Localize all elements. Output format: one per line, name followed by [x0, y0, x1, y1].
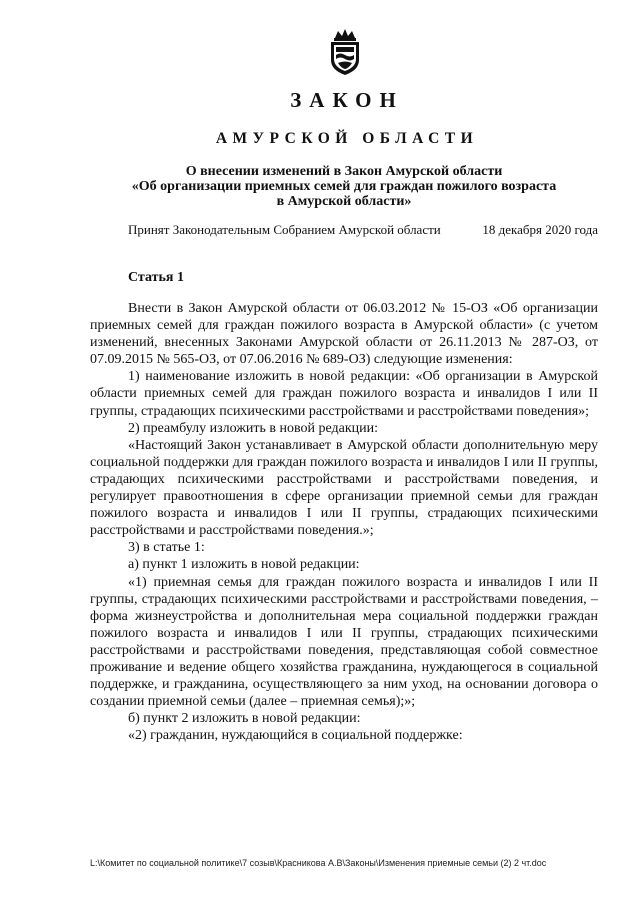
adoption-line — [128, 222, 598, 238]
paragraph: Внести в Закон Амурской области от 06.03.2012 № 15-ОЗ «Об организации приемных семей для граждан пожилого возраста в Амурской области» (с учетом изменений, внесенных Законами Амурской области от 26.11.2013 № 287-ОЗ, от 07.09.2015 № 565-ОЗ, от 07.06.2016 № 689-ОЗ) следующие изменения: — [90, 301, 598, 368]
paragraph: 1) наименование изложить в новой редакции: «Об организации в Амурской области приемных семей для граждан пожилого возраста и инвалидов I или II группы, страдающих психическими расстройствами и расстройствами поведения»; — [90, 369, 598, 419]
subject-line: О внесении изменений в Закон Амурской области — [185, 164, 503, 179]
adopted-date: 18 декабря 2020 года — [482, 222, 598, 237]
article-heading: Статья 1 — [128, 270, 184, 285]
region-title: АМУРСКОЙ ОБЛАСТИ — [215, 130, 479, 147]
footer-file-path: L:\Комитет по социальной политике\7 созыв\Красникова А.В\Законы\Изменения приемные семьи (2) 2 чт.doc — [90, 858, 547, 868]
paragraph: «2) гражданин, нуждающийся в социальной поддержке: — [128, 728, 463, 744]
paragraph: «1) приемная семья для граждан пожилого возраста и инвалидов I или II группы, страдающих психическими расстройствами и расстройствами поведения, – форма жизнеустройства и дополнительная мера социальной поддержки граждан пожилого возраста и инвалидов I или II группы, страдающих психическими расстройствами и расстройствами поведения, представляющая собой совместное проживание и ведение общего хозяйства гражданина, нуждающегося в социальной поддержке, и гражданина, осуществляющего за ним уход, на основании договора о создании приемной семьи (далее – приемная семья);»; — [90, 574, 598, 710]
subject-line: «Об организации приемных семей для граждан пожилого возраста — [131, 179, 557, 194]
article-body — [90, 300, 598, 744]
adopted-by: Принят Законодательным Собранием Амурской области — [128, 222, 441, 237]
subject-line: в Амурской области» — [276, 194, 412, 209]
paragraph: а) пункт 1 изложить в новой редакции: — [128, 557, 360, 573]
paragraph: 3) в статье 1: — [128, 540, 205, 556]
paragraph: б) пункт 2 изложить в новой редакции: — [128, 711, 361, 727]
amur-region-coat-of-arms-icon — [325, 28, 365, 76]
paragraph: «Настоящий Закон устанавливает в Амурской области дополнительную меру социальной поддержки для граждан пожилого возраста и инвалидов I или II группы, страдающих психическими расстройствами и расстройствами поведения, и регулирует правоотношения в сфере организации приемной семьи для граждан пожилого возраста и инвалидов I или II группы, страдающих психическими расстройствами и расстройствами поведения.»; — [90, 437, 598, 539]
law-title: ЗАКОН — [290, 88, 404, 112]
law-subject — [90, 164, 598, 209]
paragraph: 2) преамбулу изложить в новой редакции: — [128, 420, 379, 436]
